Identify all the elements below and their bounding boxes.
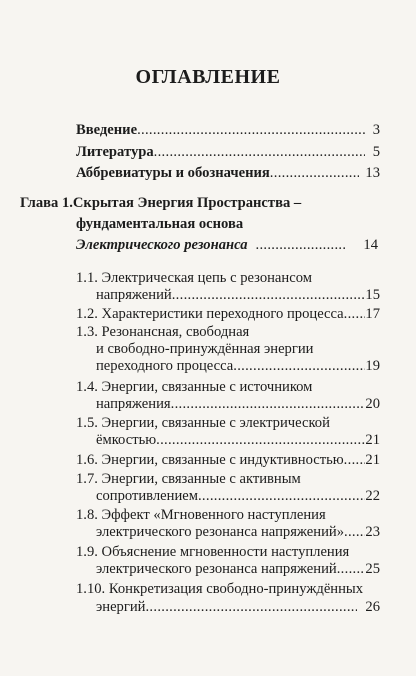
- entry-label: ёмкостью: [96, 432, 157, 448]
- entry-page: 14: [363, 237, 378, 253]
- section-1-9-line1: 1.9. Объяснение мгновенности наступления: [76, 544, 350, 560]
- entry-label: Электрического резонанса: [76, 237, 248, 253]
- entry-page: 19: [365, 358, 380, 374]
- entry-label: электрического резонанса напряжений: [96, 561, 337, 577]
- leader-dots: [270, 164, 360, 182]
- chapter-title-line3: [76, 236, 378, 254]
- section-1-10-line1: 1.10. Конкретизация свободно-принуждённых: [76, 581, 364, 597]
- section-1-4-line1: 1.4. Энергии, связанные с источником: [76, 379, 313, 395]
- leader-dots: [337, 560, 366, 578]
- section-1-5-line2: [96, 431, 380, 449]
- entry-page: 20: [365, 396, 380, 412]
- entry-page: 21: [365, 452, 380, 468]
- leader-dots: [156, 431, 365, 449]
- section-1-3-line1: 1.3. Резонансная, свободная: [76, 324, 250, 340]
- leader-dots: [172, 286, 366, 304]
- entry-label: сопротивлением: [96, 488, 198, 504]
- chapter-title-line1: Глава 1.Скрытая Энергия Пространства –: [20, 195, 302, 211]
- entry-page: 5: [372, 144, 380, 160]
- entry-label: Литература: [76, 144, 154, 160]
- entry-label: Аббревиатуры и обозначения: [76, 165, 270, 181]
- leader-dots: [344, 523, 365, 541]
- entry-page: 22: [365, 488, 380, 504]
- leader-dots: [171, 395, 366, 413]
- leader-dots: [344, 451, 366, 469]
- entry-label: 1.6. Энергии, связанные с индуктивностью: [76, 452, 344, 468]
- entry-label: энергий: [96, 599, 146, 615]
- entry-page: 3: [372, 122, 380, 138]
- entry-label: Введение: [76, 122, 138, 138]
- leader-dots: [256, 236, 346, 254]
- entry-page: 26: [365, 599, 380, 615]
- section-1-9-line2: [96, 560, 380, 578]
- leader-dots: [233, 357, 365, 375]
- toc-entry-introduction: [76, 121, 380, 139]
- entry-page: 17: [365, 306, 380, 322]
- section-1-1-line1: 1.1. Электрическая цепь с резонансом: [76, 270, 312, 286]
- section-1-3-line3: [96, 357, 380, 375]
- section-1-10-line2: [96, 598, 380, 616]
- leader-dots: [145, 598, 357, 616]
- entry-page: 13: [365, 165, 380, 181]
- entry-label: напряжения: [96, 396, 171, 412]
- entry-label: напряжений: [96, 287, 172, 303]
- chapter-title-line2: фундаментальная основа: [76, 216, 244, 232]
- section-1-2: [76, 305, 380, 323]
- section-1-1-line2: [96, 286, 380, 304]
- section-1-3-line2: и свободно-принуждённая энергии: [96, 341, 314, 357]
- entry-label: 1.2. Характеристики переходного процесса: [76, 306, 344, 322]
- leader-dots: [137, 121, 365, 139]
- leader-dots: [198, 487, 365, 505]
- section-1-8-line2: [96, 523, 380, 541]
- toc-entry-abbreviations: [76, 164, 380, 182]
- entry-label: переходного процесса: [96, 358, 234, 374]
- entry-page: 25: [365, 561, 380, 577]
- leader-dots: [344, 305, 366, 323]
- section-1-7-line2: [96, 487, 380, 505]
- section-1-6: [76, 451, 380, 469]
- section-1-5-line1: 1.5. Энергии, связанные с электрической: [76, 415, 330, 431]
- entry-page: 23: [365, 524, 380, 540]
- toc-entry-literature: [76, 143, 380, 161]
- entry-label: электрического резонанса напряжений»: [96, 524, 345, 540]
- entry-page: 21: [365, 432, 380, 448]
- section-1-4-line2: [96, 395, 380, 413]
- entry-page: 15: [365, 287, 380, 303]
- leader-dots: [154, 143, 365, 161]
- section-1-7-line1: 1.7. Энергии, связанные с активным: [76, 471, 301, 487]
- page-title: ОГЛАВЛЕНИЕ: [135, 66, 281, 88]
- section-1-8-line1: 1.8. Эффект «Мгновенного наступления: [76, 507, 326, 523]
